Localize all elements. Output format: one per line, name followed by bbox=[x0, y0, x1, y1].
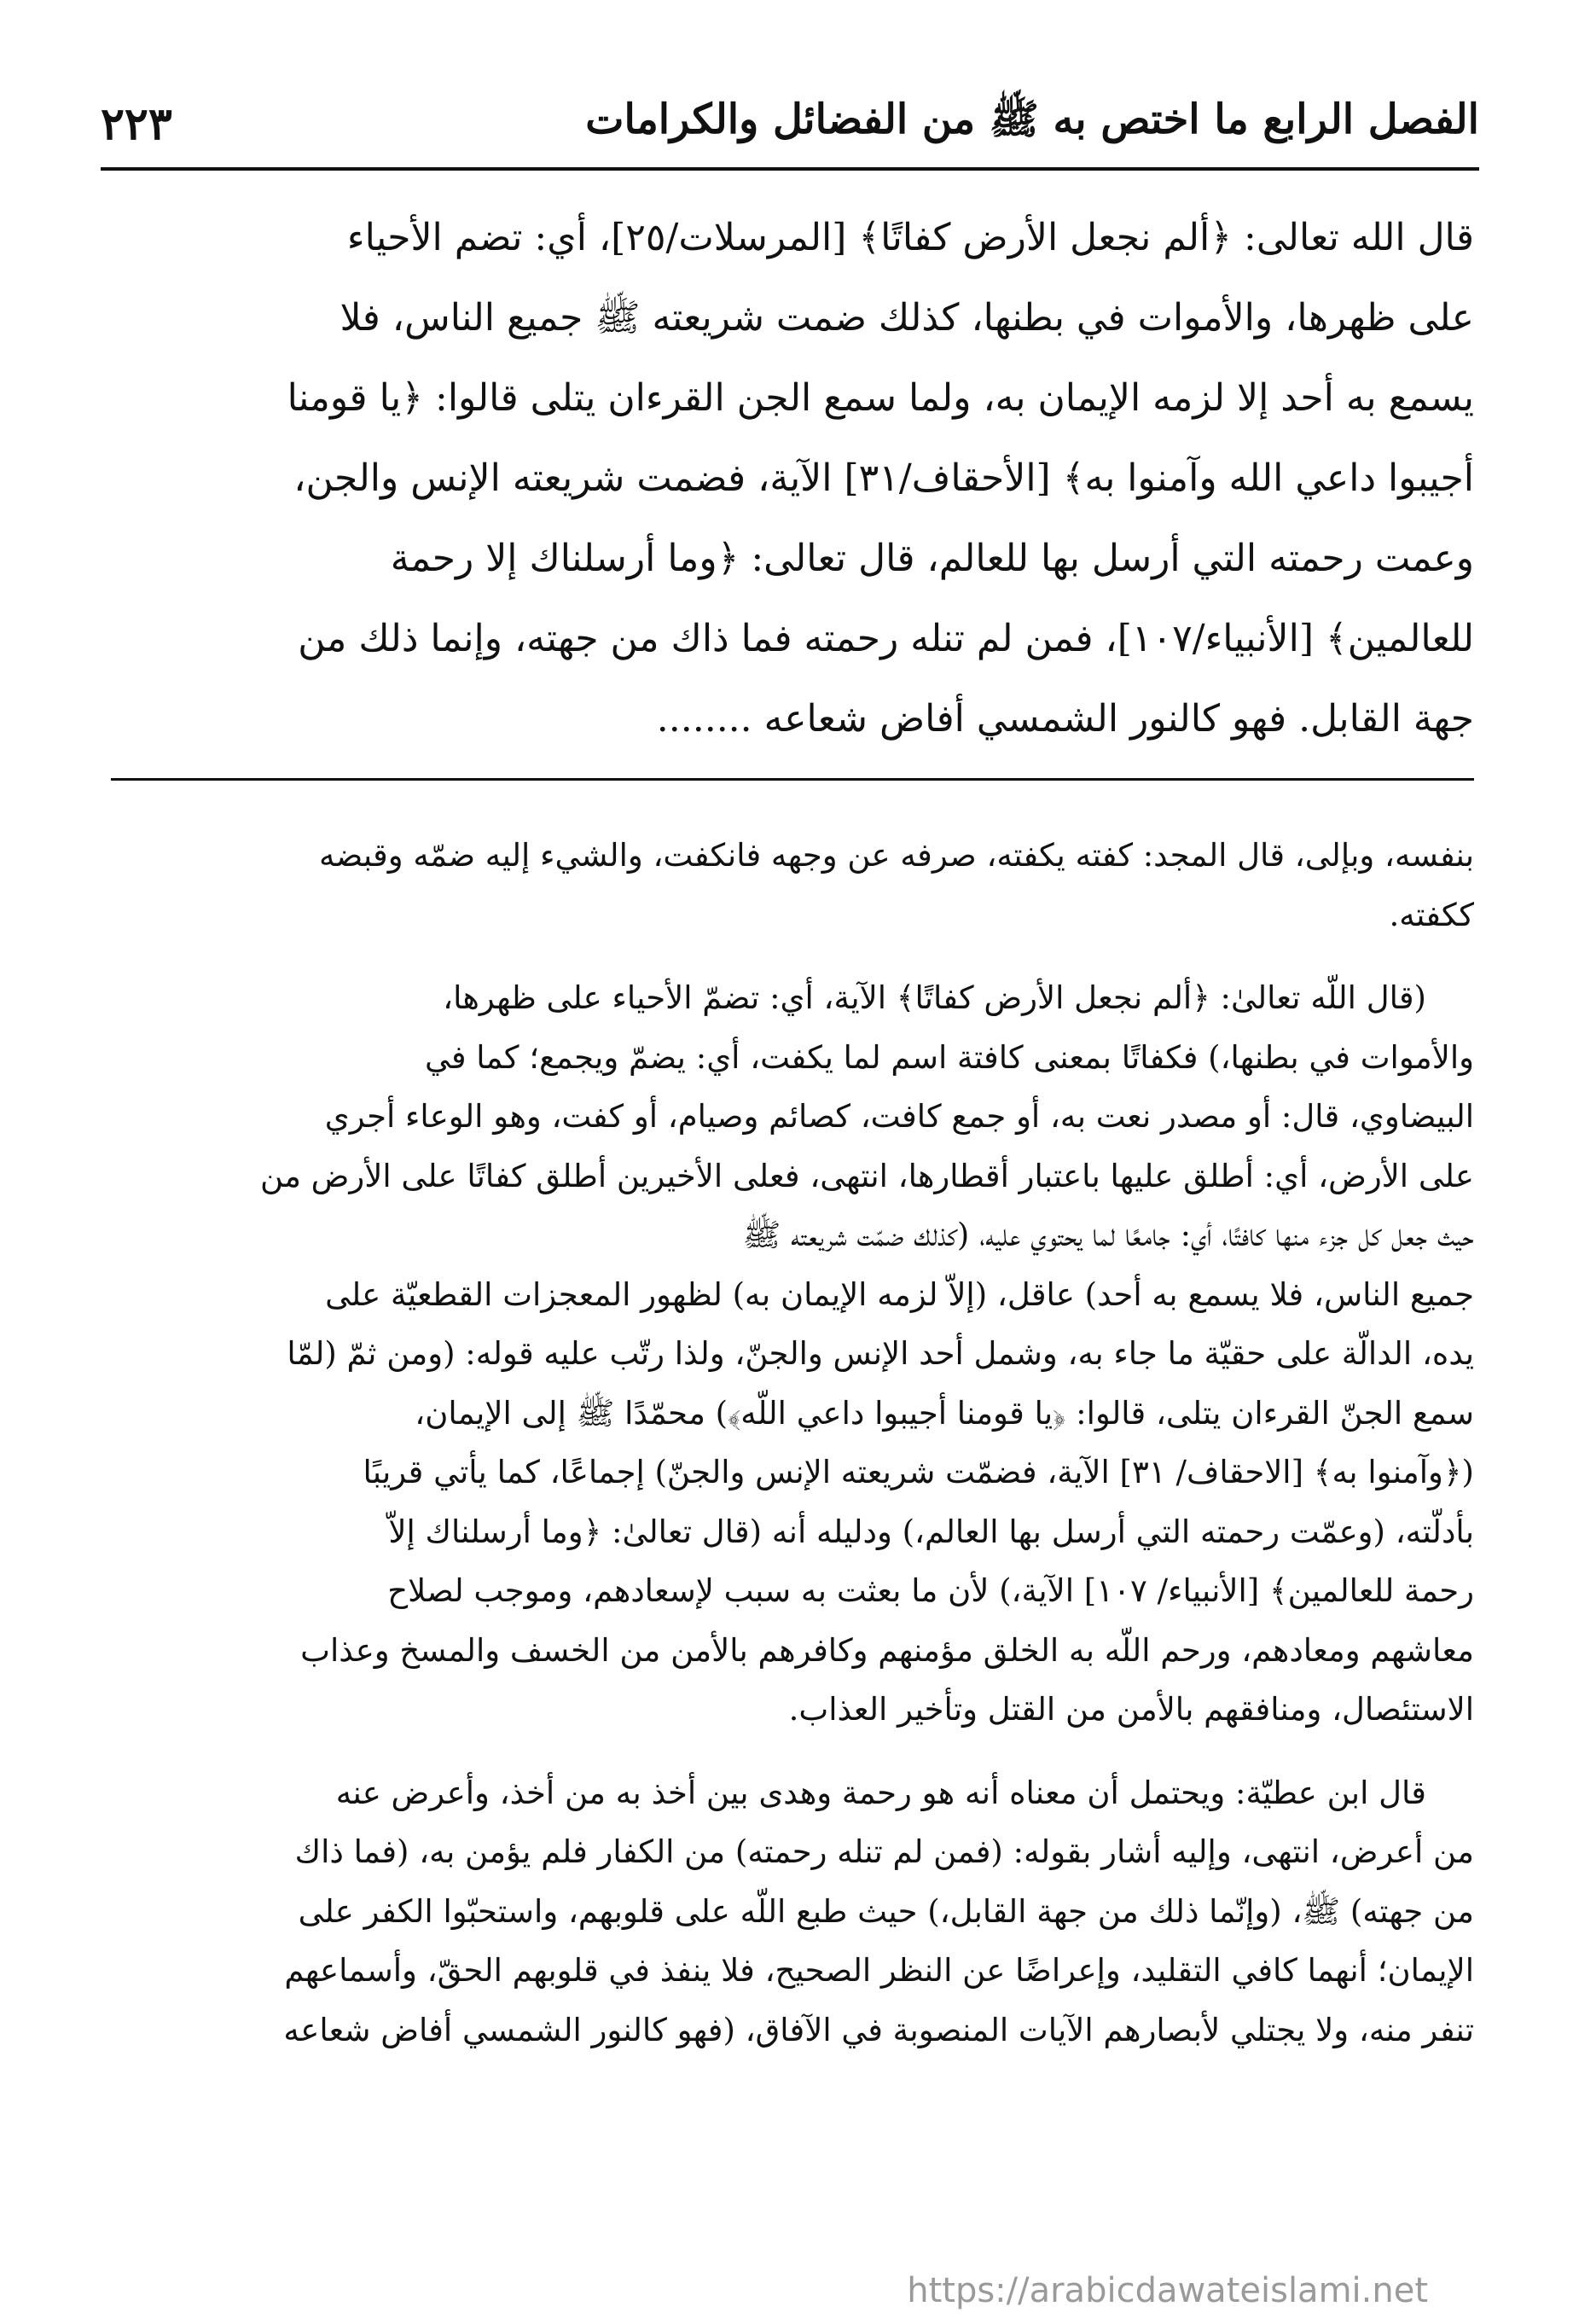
commentary-line: معاشهم ومعادهم، ورحم اللّه به الخلق مؤمنهم وكافرهم بالأمن من الخسف والمسخ وعذاب bbox=[300, 1631, 1474, 1669]
commentary-text bbox=[111, 826, 1474, 2060]
commentary-line: من أعرض، انتهى، وإليه أشار بقوله: (فمن لم تنله رحمته) من الكفار فلم يؤمن به، (فما ذاك bbox=[294, 1833, 1474, 1870]
page-header bbox=[101, 94, 1479, 154]
commentary-line: من جهته) ﷺ، (وإنّما ذلك من جهة القابل،) حيث طبع اللّه على قلوبهم، واستحبّوا الكفر على bbox=[298, 1892, 1474, 1930]
commentary-line: والأموات في بطنها،) فكفاتًا بمعنى كافتة اسم لما يكفت، أي: يضمّ ويجمع؛ كما في bbox=[424, 1038, 1474, 1076]
commentary-line: على الأرض، أي: أطلق عليها باعتبار أقطارها، انتهى، فعلى الأخيرين أطلق كفاتًا على الأرض من bbox=[259, 1157, 1474, 1194]
commentary-line: سمع الجنّ القرءان يتلى، قالوا: ﴿يا قومنا أجيبوا داعي اللّه﴾) محمّدًا ﷺ إلى الإيمان، bbox=[415, 1394, 1474, 1432]
commentary-line: جميع الناس، فلا يسمع به أحد) عاقل، (إلاّ لزمه الإيمان به) لظهور المعجزات القطعيّة على bbox=[325, 1275, 1474, 1313]
commentary-line: رحمة للعالمين﴾ [الأنبياء/ ١٠٧] الآية،) لأن ما بعثت به سبب لإسعادهم، وموجب لصلاح bbox=[387, 1572, 1474, 1609]
commentary-line: حيث جعل كل جزء منها كافتًا، أي: جامعًا لما يحتوي عليه، (كذلك ضمّت شريعته ﷺ bbox=[742, 1217, 1474, 1253]
commentary-line: قال ابن عطيّة: ويحتمل أن معناه أنه هو رحمة وهدى بين أخذ به من أخذ، وأعرض عنه bbox=[335, 1774, 1426, 1811]
main-text-line: على ظهرها، والأموات في بطنها، كذلك ضمت شريعته ﷺ جميع الناس، فلا bbox=[340, 296, 1474, 340]
commentary-line: الإيمان؛ أنهما كافي التقليد، وإعراضًا عن النظر الصحيح، فلا ينفذ في قلوبهم الحقّ، وأسماعهم bbox=[284, 1952, 1474, 1989]
commentary-line: (﴿وآمنوا به﴾ [الاحقاف/ ٣١] الآية، فضمّت شريعته الإنس والجنّ) إجماعًا، كما يأتي قريبًا bbox=[363, 1454, 1474, 1490]
main-text-line: للعالمين﴾ [الأنبياء/١٠٧]، فمن لم تنله رحمته فما ذاك من جهته، وإنما ذلك من bbox=[298, 617, 1474, 660]
commentary-paragraph bbox=[111, 1763, 1474, 2060]
page-number: ٢٢٣ bbox=[101, 97, 172, 150]
header-divider bbox=[101, 167, 1479, 171]
watermark-url: https://arabicdawateislami.net bbox=[907, 2271, 1428, 2310]
commentary-line: بأدلّته، (وعمّت رحمته التي أرسل بها العالم،) ودليله أنه (قال تعالىٰ: ﴿وما أرسلناك إلاّ bbox=[388, 1513, 1474, 1550]
commentary-line: بنفسه، وبإلى، قال المجد: كفته يكفته، صرفه عن وجهه فانكفت، والشيء إليه ضمّه وقبضه bbox=[318, 837, 1474, 874]
commentary-line: يده، الدالّة على حقيّة ما جاء به، وشمل أحد الإنس والجنّ، ولذا رتّب عليه قوله: (ومن ثمّ (لمّا bbox=[287, 1335, 1474, 1372]
main-text-line: يسمع به أحد إلا لزمه الإيمان به، ولما سمع الجن القرءان يتلى قالوا: ﴿يا قومنا bbox=[287, 376, 1474, 420]
commentary-paragraph bbox=[111, 826, 1474, 944]
section-divider bbox=[111, 778, 1474, 781]
commentary-line: (قال اللّه تعالىٰ: ﴿ألم نجعل الأرض كفاتًا﴾ الآية، أي: تضمّ الأحياء على ظهرها، bbox=[443, 979, 1426, 1016]
commentary-line: تنفر منه، ولا يجتلي لأبصارهم الآيات المنصوبة في الآفاق، (فهو كالنور الشمسي أفاض شعاعه bbox=[283, 2011, 1474, 2048]
commentary-line: ككفته. bbox=[1389, 896, 1474, 933]
main-text-line: أجيبوا داعي الله وآمنوا به﴾ [الأحقاف/٣١] الآية، فضمت شريعته الإنس والجن، bbox=[293, 456, 1474, 500]
commentary-line: البيضاوي، قال: أو مصدر نعت به، أو جمع كافت، كصائم وصيام، أو كفت، وهو الوعاء أجري bbox=[324, 1098, 1474, 1135]
commentary-line: الاستئصال، ومنافقهم بالأمن من القتل وتأخير العذاب. bbox=[788, 1691, 1474, 1728]
main-text-line: جهة القابل. فهو كالنور الشمسي أفاض شعاعه ........ bbox=[656, 697, 1474, 741]
main-text-line: قال الله تعالى: ﴿ألم نجعل الأرض كفاتًا﴾ [المرسلات/٢٥]، أي: تضم الأحياء bbox=[346, 216, 1474, 259]
commentary-paragraph bbox=[111, 968, 1474, 1740]
main-text-line: وعمت رحمته التي أرسل بها للعالم، قال تعالى: ﴿وما أرسلناك إلا رحمة bbox=[390, 537, 1474, 580]
main-text bbox=[111, 198, 1474, 759]
chapter-title: الفصل الرابع ما اختص به ﷺ من الفضائل والكرامات bbox=[585, 95, 1479, 143]
